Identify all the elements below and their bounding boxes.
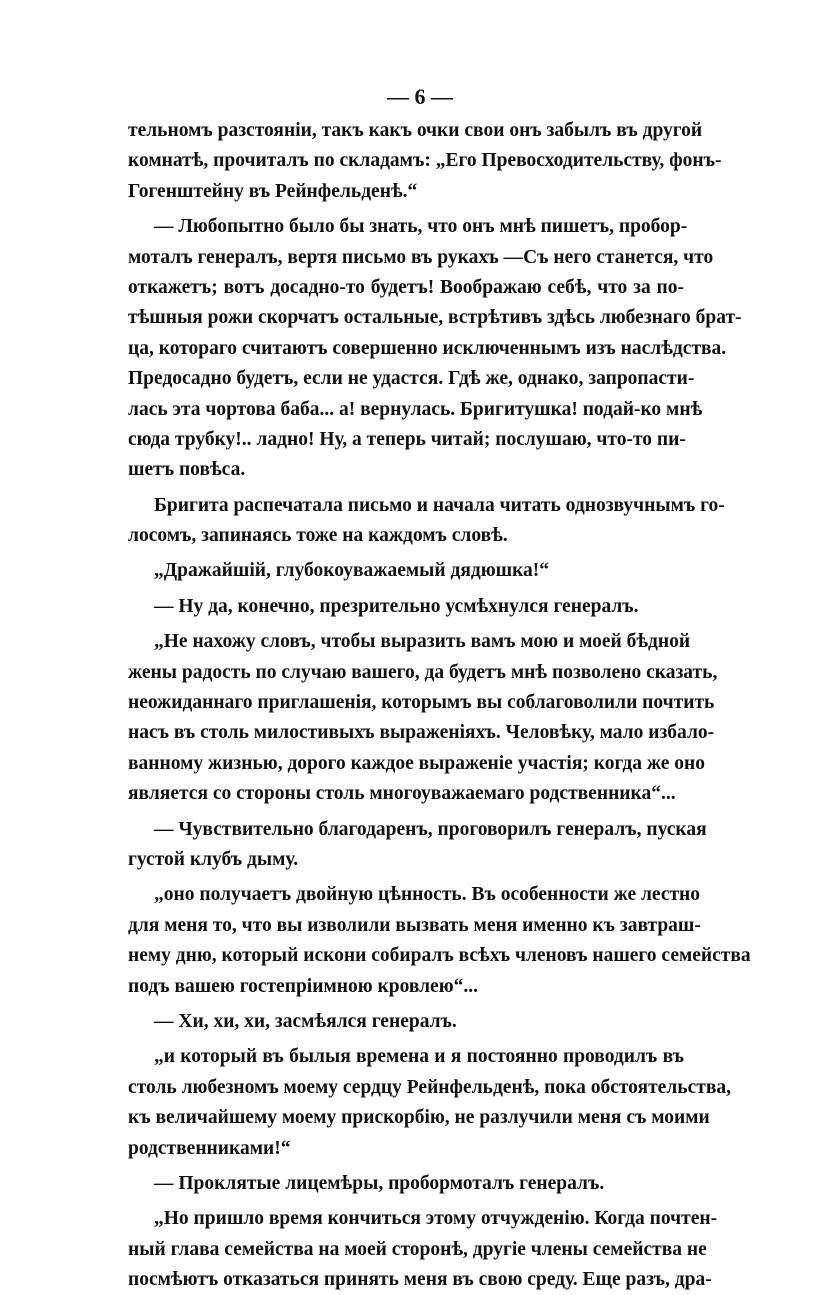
- text-line: является со стороны столь многоуважаемаго родственника“...: [128, 783, 676, 805]
- text-line: — Ну да, конечно, презрительно усмѣхнулся генералъ.: [154, 595, 639, 617]
- text-line: „оно получаетъ двойную цѣнность. Въ особенности же лестно: [154, 884, 701, 906]
- text-line: густой клубъ дыму.: [128, 848, 299, 870]
- text-line: столь любезномъ моему сердцу Рейнфельденѣ, пока обстоятельства,: [128, 1076, 731, 1098]
- text-line: комнатѣ, прочиталъ по складамъ: „Его Превосходительству, фонъ-: [128, 150, 722, 172]
- text-line: нему дню, который искони собиралъ всѣхъ членовъ нашего семейства: [128, 945, 751, 967]
- text-line: „Не нахожу словъ, чтобы выразить вамъ мою и моей бѣдной: [154, 631, 691, 653]
- text-line: Гогенштейну въ Рейнфельденѣ.“: [128, 180, 418, 202]
- text-line: Бригита распечатала письмо и начала читать однозвучнымъ го-: [154, 494, 725, 516]
- text-line: откажетъ; вотъ досадно-то будетъ! Воображаю себѣ, что за по-: [128, 276, 684, 298]
- text-line: ный глава семейства на моей сторонѣ, другіе члены семейства не: [128, 1238, 707, 1260]
- text-line: — Хи, хи, хи, засмѣялся генералъ.: [154, 1010, 457, 1032]
- text-line: жены радость по случаю вашего, да будетъ мнѣ позволено сказать,: [128, 661, 718, 683]
- text-line: насъ въ столь милостивыхъ выраженіяхъ. Человѣку, мало избало-: [128, 722, 715, 744]
- text-line: для меня то, что вы изволили вызвать меня именно къ завтраш-: [128, 914, 701, 936]
- text-line: посмѣютъ отказаться принять меня въ свою среду. Еще разъ, дра-: [128, 1269, 712, 1291]
- text-line: родственниками!“: [128, 1137, 291, 1159]
- text-line: лась эта чортова баба... а! вернулась. Бригитушка! подай-ко мнѣ: [128, 398, 703, 420]
- body-text: [128, 116, 751, 1295]
- text-line: „и который въ былыя времена и я постоянно проводилъ въ: [154, 1046, 684, 1068]
- text-line: „Дражайшій, глубокоуважаемый дядюшка!“: [154, 560, 550, 582]
- text-line: — Любопытно было бы знать, что онъ мнѣ пишетъ, пробор-: [154, 216, 688, 238]
- text-line: „Но пришло время кончиться этому отчужденію. Когда почтен-: [154, 1208, 718, 1230]
- text-line: лосомъ, запинаясь тоже на каждомъ словѣ.: [128, 525, 508, 547]
- text-line: неожиданнаго приглашенія, которымъ вы соблаговолили почтить: [128, 692, 715, 714]
- text-line: — Чувствительно благодаренъ, проговорилъ генералъ, пуская: [154, 818, 707, 840]
- text-line: сюда трубку!.. ладно! Ну, а теперь читай; послушаю, что-то пи-: [128, 428, 686, 450]
- page-number: — 6 —: [387, 84, 453, 109]
- text-line: шетъ повѣса.: [128, 459, 246, 481]
- text-line: ванному жизнью, дорого каждое выраженіе участія; когда же оно: [128, 752, 706, 774]
- text-line: тельномъ разстояніи, такъ какъ очки свои онъ забылъ въ другой: [128, 120, 703, 141]
- text-line: тѣшныя рожи скорчатъ остальные, встрѣтивъ здѣсь любезнаго брат-: [128, 307, 742, 329]
- text-line: — Проклятые лицемѣры, пробормоталъ генералъ.: [154, 1172, 605, 1194]
- text-line: моталъ генералъ, вертя письмо въ рукахъ —Съ него станется, что: [128, 246, 714, 268]
- text-line: къ величайшему моему прискорбію, не разлучили меня съ моими: [128, 1107, 710, 1129]
- text-line: подъ вашею гостепріимною кровлею“...: [128, 975, 478, 997]
- text-line: ца, котораго считаютъ совершенно исключеннымъ изъ наслѣдства.: [128, 337, 727, 359]
- text-line: Предосадно будетъ, если не удастся. Гдѣ же, однако, запропасти-: [128, 368, 695, 390]
